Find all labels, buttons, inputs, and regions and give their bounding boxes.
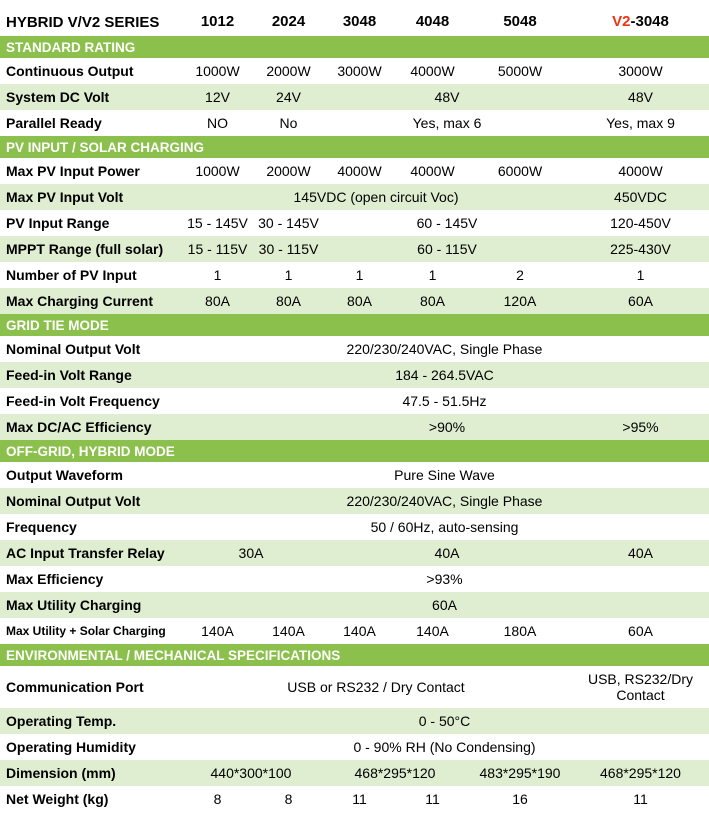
table-header	[0, 0, 709, 36]
row-label: Output Waveform	[6, 467, 123, 483]
value-cell: 30A	[238, 544, 264, 561]
value-cell: 40A	[434, 544, 460, 561]
value-cell: 80A	[205, 292, 230, 309]
model-header-2024: 2024	[271, 13, 306, 31]
value-cell: 80A	[347, 292, 372, 309]
value-cell: No	[279, 114, 298, 131]
section-header-environmental	[0, 644, 709, 666]
spec-row-operating-temp	[0, 708, 709, 734]
value-cell: 2000W	[266, 162, 311, 179]
value-cell: 3000W	[337, 62, 382, 79]
spec-row-net-weight	[0, 786, 709, 812]
value-cell: 120A	[503, 292, 537, 309]
row-label: Max Utility + Solar Charging	[6, 624, 166, 638]
value-cell: 6000W	[497, 162, 543, 179]
value-cell: 2	[516, 266, 524, 283]
value-cell: 80A	[276, 292, 301, 309]
value-cell: 0 - 90% RH (No Condensing)	[353, 738, 536, 755]
value-cell: >95%	[622, 418, 659, 435]
section-title: OFF-GRID, HYBRID MODE	[6, 443, 175, 459]
value-cell: Pure Sine Wave	[394, 466, 495, 483]
value-cell: 5000W	[497, 62, 543, 79]
value-cell: 4000W	[337, 162, 382, 179]
row-label: System DC Volt	[6, 89, 110, 105]
spec-row-parallel-ready	[0, 110, 709, 136]
value-cell: 60 - 115V	[417, 240, 477, 257]
value-cell: 1	[636, 266, 645, 283]
value-cell: 145VDC (open circuit Voc)	[293, 188, 459, 205]
section-header-pv-input	[0, 136, 709, 158]
v2-prefix: V2	[612, 13, 631, 31]
value-cell: 225-430V	[610, 240, 671, 257]
spec-row-nominal-output-volt-grid	[0, 336, 709, 362]
spec-row-frequency	[0, 514, 709, 540]
row-label: MPPT Range (full solar)	[6, 241, 164, 257]
spec-row-max-pv-input-volt	[0, 184, 709, 210]
value-cell: 15 - 145V	[187, 214, 248, 231]
value-cell: 11	[352, 790, 367, 807]
row-label: Number of PV Input	[6, 267, 137, 283]
value-cell: 1000W	[195, 62, 240, 79]
value-cell: 120-450V	[610, 214, 671, 231]
model-header-1012: 1012	[200, 13, 235, 31]
row-label: Dimension (mm)	[6, 765, 116, 781]
value-cell: 4000W	[410, 162, 455, 179]
section-title: PV INPUT / SOLAR CHARGING	[6, 139, 205, 155]
value-cell: 50 / 60Hz, auto-sensing	[370, 518, 519, 535]
value-cell: 1	[284, 266, 293, 283]
value-cell: 48V	[628, 88, 653, 105]
row-label: Nominal Output Volt	[6, 341, 141, 357]
value-cell: 220/230/240VAC, Single Phase	[346, 492, 543, 509]
row-label: Max Utility Charging	[6, 597, 142, 613]
value-cell: 468*295*120	[354, 764, 436, 781]
value-cell: 11	[425, 790, 440, 807]
value-cell: Yes, max 6	[412, 114, 482, 131]
value-cell: 16	[512, 790, 528, 807]
value-cell: 60A	[628, 292, 653, 309]
value-cell: 15 - 115V	[187, 240, 248, 257]
spec-row-max-charging-current	[0, 288, 709, 314]
spec-row-communication-port	[0, 666, 709, 708]
spec-row-pv-input-range	[0, 210, 709, 236]
section-title: GRID TIE MODE	[6, 317, 109, 333]
spec-row-feed-in-volt-frequency	[0, 388, 709, 414]
value-cell: 220/230/240VAC, Single Phase	[346, 340, 543, 357]
spec-row-max-utility-charging	[0, 592, 709, 618]
value-cell: 140A	[201, 622, 234, 639]
value-cell: 1	[213, 266, 222, 283]
row-label: Frequency	[6, 519, 77, 535]
section-header-standard-rating	[0, 36, 709, 58]
spec-row-continuous-output	[0, 58, 709, 84]
value-cell: 140A	[272, 622, 305, 639]
spec-row-max-utility-solar-charging	[0, 618, 709, 644]
value-cell: 11	[633, 790, 648, 807]
series-title: HYBRID V/V2 SERIES	[6, 13, 160, 31]
value-cell: 1	[428, 266, 437, 283]
row-label: Operating Humidity	[6, 739, 136, 755]
section-header-grid-tie	[0, 314, 709, 336]
spec-row-number-of-pv-input	[0, 262, 709, 288]
value-cell: 8	[284, 790, 293, 807]
section-title: STANDARD RATING	[6, 39, 136, 55]
value-cell: 440*300*100	[210, 764, 292, 781]
row-label: Operating Temp.	[6, 713, 117, 729]
value-cell: 30 - 145V	[258, 214, 319, 231]
value-cell: 2000W	[266, 62, 311, 79]
spec-row-feed-in-volt-range	[0, 362, 709, 388]
value-cell: USB or RS232 / Dry Contact	[287, 678, 465, 695]
value-cell: 140A	[416, 622, 449, 639]
row-label: Parallel Ready	[6, 115, 102, 131]
value-cell: 0 - 50°C	[418, 712, 471, 729]
value-cell: 60 - 145V	[416, 214, 478, 231]
value-cell: 450VDC	[614, 188, 667, 205]
spec-row-max-dcac-efficiency	[0, 414, 709, 440]
spec-row-max-pv-input-power	[0, 158, 709, 184]
value-cell: 24V	[276, 88, 301, 105]
value-cell: 48V	[434, 88, 460, 105]
value-cell: 3000W	[618, 62, 663, 79]
value-cell: 180A	[503, 622, 537, 639]
row-label: Communication Port	[6, 679, 144, 695]
value-cell: 4000W	[410, 62, 455, 79]
row-label: Feed-in Volt Frequency	[6, 393, 160, 409]
value-cell: 483*295*190	[479, 764, 561, 781]
value-cell: >93%	[426, 570, 463, 587]
row-label: Max DC/AC Efficiency	[6, 419, 152, 435]
value-cell: 30 - 115V	[258, 240, 319, 257]
value-cell: 1	[355, 266, 364, 283]
v2-suffix: -3048	[630, 13, 669, 31]
row-label: Max Efficiency	[6, 571, 104, 587]
value-cell: 80A	[420, 292, 445, 309]
row-label: PV Input Range	[6, 215, 110, 231]
row-label: AC Input Transfer Relay	[6, 545, 165, 561]
value-cell: 4000W	[618, 162, 663, 179]
section-title: ENVIRONMENTAL / MECHANICAL SPECIFICATIONS	[6, 647, 341, 663]
value-cell: 12V	[205, 88, 230, 105]
spec-row-max-efficiency	[0, 566, 709, 592]
value-cell: 47.5 - 51.5Hz	[402, 392, 487, 409]
value-cell: 60A	[628, 622, 653, 639]
row-label: Net Weight (kg)	[6, 791, 109, 807]
value-cell: 8	[213, 790, 222, 807]
value-cell: >90%	[428, 418, 466, 435]
section-header-off-grid	[0, 440, 709, 462]
value-cell: 40A	[628, 544, 653, 561]
row-label: Continuous Output	[6, 63, 134, 79]
value-cell: Yes, max 9	[606, 114, 675, 131]
row-label: Max Charging Current	[6, 293, 154, 309]
spec-row-ac-input-transfer-relay	[0, 540, 709, 566]
value-cell: 140A	[343, 622, 376, 639]
row-label: Max PV Input Power	[6, 163, 140, 179]
model-header-3048: 3048	[342, 13, 377, 31]
spec-row-dimension	[0, 760, 709, 786]
spec-row-output-waveform	[0, 462, 709, 488]
value-cell: 60A	[432, 596, 457, 613]
spec-row-operating-humidity	[0, 734, 709, 760]
value-cell: 184 - 264.5VAC	[395, 366, 494, 383]
value-cell: NO	[207, 114, 228, 131]
value-cell: 1000W	[195, 162, 240, 179]
spec-row-mppt-range	[0, 236, 709, 262]
model-header-v2-3048	[572, 13, 709, 30]
model-header-5048: 5048	[503, 13, 537, 31]
spec-row-nominal-output-volt-offgrid	[0, 488, 709, 514]
row-label: Nominal Output Volt	[6, 493, 141, 509]
value-cell: 468*295*120	[600, 764, 681, 781]
spec-row-system-dc-volt	[0, 84, 709, 110]
row-label: Max PV Input Volt	[6, 189, 124, 205]
model-header-4048: 4048	[415, 13, 450, 31]
value-cell: USB, RS232/Dry Contact	[587, 670, 694, 703]
row-label: Feed-in Volt Range	[6, 367, 132, 383]
